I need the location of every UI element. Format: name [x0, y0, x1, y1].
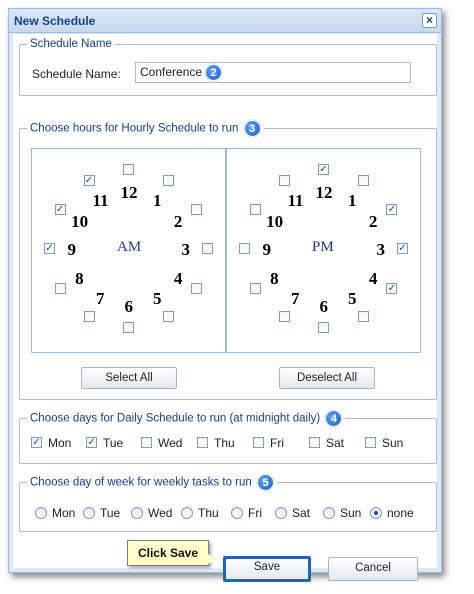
daily-mon-checkbox[interactable]: ✓	[32, 437, 41, 448]
save-button[interactable]: Save	[223, 556, 311, 582]
weekly-sat-radio[interactable]	[275, 507, 287, 519]
pm-hour-1-label: 1	[348, 190, 357, 210]
am-hour-1-checkbox[interactable]	[163, 175, 174, 186]
pm-hour-12-label: 12	[315, 183, 333, 202]
am-hour-4-label: 4	[173, 268, 183, 288]
daily-fri-checkbox[interactable]	[253, 437, 264, 448]
schedule-name-input[interactable]: Conference	[135, 62, 411, 83]
am-hour-9-checkbox[interactable]: ✓	[45, 243, 54, 254]
daily-fri-option[interactable]	[253, 435, 305, 451]
pm-hour-5-label: 5	[348, 289, 357, 309]
daily-tue-label: Tue	[103, 436, 124, 450]
step-4-badge: 4	[325, 410, 342, 427]
am-hour-7-label: 7	[96, 289, 105, 309]
pm-hour-10-checkbox[interactable]	[250, 204, 261, 215]
weekly-mon-label: Mon	[52, 506, 76, 520]
weekly-tue-radio[interactable]	[83, 507, 95, 519]
am-hour-10-checkbox[interactable]: ✓	[55, 203, 65, 215]
am-hour-3-checkbox[interactable]	[202, 243, 213, 254]
weekly-thu-label: Thu	[198, 506, 219, 520]
daily-legend: Choose days for Daily Schedule to run (at midnight daily) 4	[27, 410, 345, 427]
pm-hour-6-checkbox[interactable]	[318, 322, 329, 333]
pm-hour-4-checkbox[interactable]: ✓	[387, 282, 397, 294]
daily-mon-option[interactable]	[31, 435, 83, 451]
pm-hour-11-checkbox[interactable]	[279, 175, 290, 186]
weekly-tue-label: Tue	[100, 506, 121, 520]
am-hour-6-label: 6	[124, 297, 133, 316]
deselect-all-button[interactable]: Deselect All	[279, 367, 375, 389]
daily-thu-label: Thu	[214, 436, 235, 450]
weekly-mon-option[interactable]	[35, 505, 81, 521]
daily-fri-label: Fri	[270, 436, 284, 450]
pm-label: PM	[312, 239, 334, 255]
schedule-name-legend: Schedule Name	[30, 38, 112, 50]
weekly-sun-label: Sun	[340, 506, 362, 520]
weekly-none-label: none	[387, 506, 414, 520]
daily-thu-checkbox[interactable]	[197, 437, 208, 448]
click-save-callout: Click Save	[127, 540, 209, 566]
pm-hour-7-checkbox[interactable]	[279, 311, 290, 322]
daily-sun-option[interactable]	[365, 435, 417, 451]
weekly-wed-radio[interactable]	[131, 507, 143, 519]
am-hour-5-label: 5	[153, 289, 162, 309]
am-hour-11-label: 11	[92, 190, 109, 210]
select-all-button[interactable]: Select All	[81, 367, 177, 389]
schedule-name-label: Schedule Name:	[32, 67, 121, 81]
close-icon[interactable]: ×	[422, 13, 437, 28]
pm-hour-2-label: 2	[368, 211, 378, 231]
dialog-title: New Schedule	[14, 14, 96, 28]
pm-hour-9-checkbox[interactable]	[239, 243, 250, 254]
weekly-sun-option[interactable]	[323, 505, 369, 521]
daily-sun-checkbox[interactable]	[365, 437, 376, 448]
weekly-fri-label: Fri	[248, 506, 262, 520]
daily-wed-checkbox[interactable]	[141, 437, 152, 448]
am-clock-panel	[31, 148, 226, 353]
am-hour-8-label: 8	[75, 268, 84, 288]
weekly-sat-option[interactable]	[275, 505, 321, 521]
pm-hour-3-label: 3	[376, 240, 385, 259]
weekly-sat-label: Sat	[292, 506, 311, 520]
dialog-body	[13, 34, 437, 574]
daily-thu-option[interactable]	[197, 435, 249, 451]
am-label: AM	[117, 239, 142, 255]
daily-sat-checkbox[interactable]	[309, 437, 320, 448]
pm-hour-8-checkbox[interactable]	[250, 283, 261, 294]
title-bar[interactable]	[9, 9, 441, 33]
am-hour-10-label: 10	[71, 211, 89, 231]
pm-hour-4-label: 4	[368, 268, 378, 288]
weekly-thu-radio[interactable]	[181, 507, 193, 519]
callout-pointer	[206, 553, 218, 565]
step-2-badge: 2	[205, 64, 222, 81]
daily-wed-option[interactable]	[141, 435, 193, 451]
weekly-wed-label: Wed	[148, 506, 173, 520]
am-hour-12-checkbox[interactable]	[123, 164, 134, 175]
daily-sun-label: Sun	[382, 436, 404, 450]
new-schedule-dialog	[8, 8, 442, 573]
am-hour-4-checkbox[interactable]	[191, 283, 202, 294]
weekly-thu-option[interactable]	[181, 505, 227, 521]
am-hour-6-checkbox[interactable]	[123, 322, 134, 333]
pm-hour-11-label: 11	[287, 190, 304, 210]
am-hour-8-checkbox[interactable]	[55, 283, 66, 294]
am-hour-2-label: 2	[173, 211, 183, 231]
weekly-tue-option[interactable]	[83, 505, 129, 521]
am-hour-9-label: 9	[67, 240, 76, 259]
cancel-button[interactable]: Cancel	[328, 557, 418, 581]
daily-mon-label: Mon	[48, 436, 72, 450]
daily-sat-label: Sat	[326, 436, 345, 450]
pm-hour-7-label: 7	[291, 289, 300, 309]
pm-hour-3-checkbox[interactable]: ✓	[398, 243, 407, 254]
weekly-sun-radio[interactable]	[323, 507, 335, 519]
pm-hour-6-label: 6	[319, 297, 328, 316]
hourly-legend: Choose hours for Hourly Schedule to run 3	[27, 120, 264, 137]
weekly-mon-radio[interactable]	[35, 507, 47, 519]
step-5-badge: 5	[257, 474, 274, 491]
pm-hour-2-checkbox[interactable]: ✓	[387, 203, 397, 215]
daily-sat-option[interactable]	[309, 435, 361, 451]
daily-tue-option[interactable]	[86, 435, 138, 451]
pm-hour-10-label: 10	[266, 211, 284, 231]
daily-wed-label: Wed	[158, 436, 183, 450]
pm-hour-5-checkbox[interactable]	[358, 311, 369, 322]
pm-hour-8-label: 8	[270, 268, 279, 288]
weekly-none-radio[interactable]	[370, 507, 382, 519]
am-hour-1-label: 1	[153, 190, 162, 210]
pm-hour-1-checkbox[interactable]	[358, 175, 369, 186]
pm-clock-panel	[226, 148, 421, 353]
am-hour-5-checkbox[interactable]	[163, 311, 174, 322]
step-3-badge: 3	[244, 120, 261, 137]
weekly-fri-option[interactable]	[231, 505, 277, 521]
weekly-legend: Choose day of week for weekly tasks to run 5	[27, 474, 277, 491]
am-hour-11-checkbox[interactable]: ✓	[84, 174, 94, 186]
weekly-none-option[interactable]	[370, 505, 416, 521]
weekly-wed-option[interactable]	[131, 505, 177, 521]
am-hour-12-label: 12	[120, 183, 138, 202]
daily-tue-checkbox[interactable]: ✓	[87, 437, 96, 448]
pm-hour-12-checkbox[interactable]: ✓	[319, 164, 328, 175]
weekly-fri-radio[interactable]	[231, 507, 243, 519]
pm-hour-9-label: 9	[262, 240, 271, 259]
am-hour-2-checkbox[interactable]	[191, 204, 202, 215]
am-hour-3-label: 3	[181, 240, 190, 259]
weekly-group	[19, 474, 437, 532]
am-hour-7-checkbox[interactable]	[84, 311, 95, 322]
